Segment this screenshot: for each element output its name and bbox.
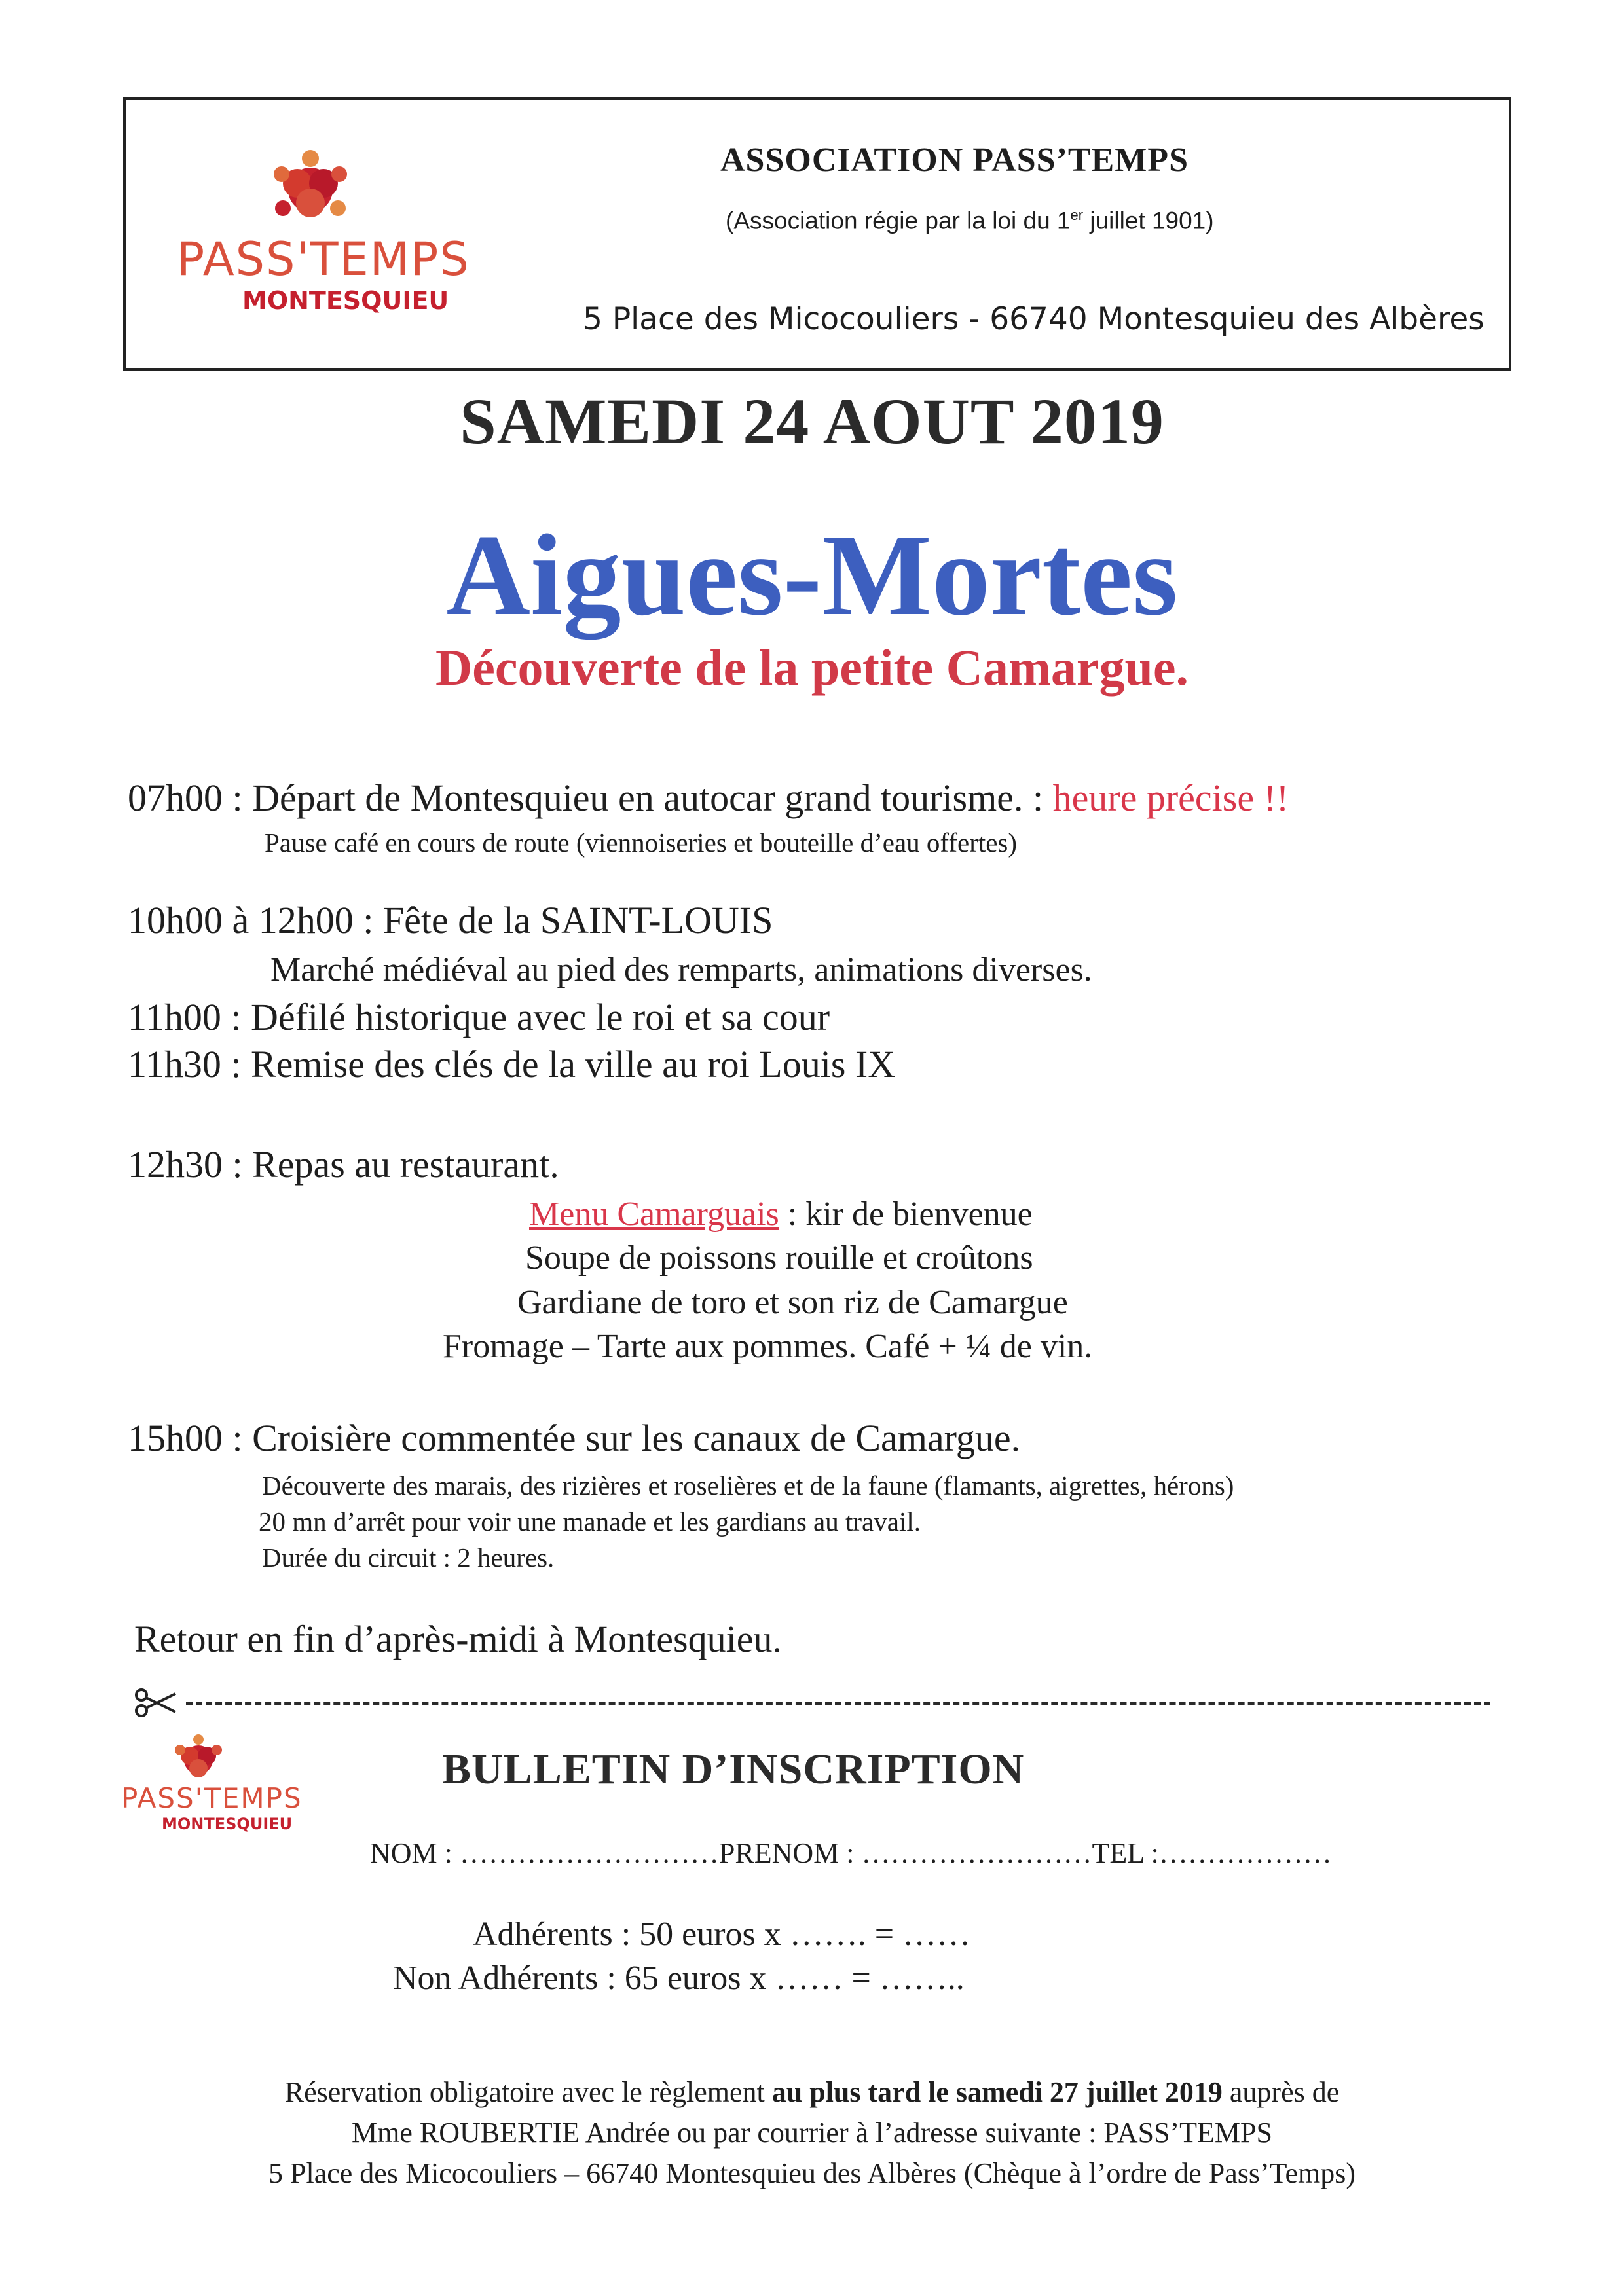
bulletin-logo-emblem-icon	[121, 1728, 318, 1787]
association-name: ASSOCIATION PASS’TEMPS	[720, 141, 1189, 179]
footer-line-2: Mme ROUBERTIE Andrée ou par courrier à l’adresse suivante : PASS’TEMPS	[352, 2117, 1272, 2149]
bulletin-fields: NOM : ………………………PRENOM : ……………………TEL :………………	[370, 1837, 1332, 1869]
program-cruise: 15h00 : Croisière commentée sur les canaux de Camargue.	[128, 1417, 1021, 1459]
program-meal: 12h30 : Repas au restaurant.	[128, 1143, 559, 1186]
bulletin-title: BULLETIN D’INSCRIPTION	[442, 1745, 1025, 1793]
event-date: SAMEDI 24 AOUT 2019	[460, 385, 1164, 458]
reservation-footer	[0, 2072, 1624, 2194]
program-market: Marché médiéval au pied des remparts, animations diverses.	[270, 951, 1092, 989]
program-fete: 10h00 à 12h00 : Fête de la SAINT-LOUIS	[128, 899, 773, 941]
association-logo	[172, 147, 486, 318]
menu-soup: Soupe de poissons rouille et croûtons	[525, 1239, 1033, 1277]
association-regime: (Association régie par la loi du 1er juillet 1901)	[726, 207, 1214, 234]
menu-main: Gardiane de toro et son riz de Camargue	[517, 1284, 1068, 1321]
program-keys: 11h30 : Remise des clés de la ville au roi Louis IX	[128, 1043, 896, 1085]
program-parade: 11h00 : Défilé historique avec le roi et sa cour	[128, 996, 830, 1038]
cruise-detail-1: Découverte des marais, des rizières et roselières et de la faune (flamants, aigrettes, hérons)	[262, 1470, 1234, 1501]
association-address: 5 Place des Micocouliers - 66740 Montesquieu des Albères	[583, 301, 1485, 337]
bulletin-logo-wordmark: PASS'TEMPS	[121, 1782, 303, 1814]
footer-line-3: 5 Place des Micocouliers – 66740 Montesquieu des Albères (Chèque à l’ordre de Pass’Temps)	[268, 2157, 1356, 2189]
cut-dash-line	[186, 1702, 1490, 1705]
cruise-detail-2: 20 mn d’arrêt pour voir une manade et les gardians au travail.	[259, 1506, 921, 1537]
program-coffee: Pause café en cours de route (viennoiseries et bouteille d’eau offertes)	[265, 828, 1018, 858]
footer-line-1: Réservation obligatoire avec le règlement au plus tard le samedi 27 juillet 2019 auprès de	[284, 2076, 1340, 2108]
departure-note: heure précise !!	[1052, 776, 1289, 819]
logo-subtitle: MONTESQUIEU	[242, 286, 449, 315]
bulletin-logo	[121, 1728, 318, 1846]
scissors-icon	[135, 1686, 181, 1719]
event-place: Aigues-Mortes	[446, 510, 1178, 640]
program-return: Retour en fin d’après-midi à Montesquieu.	[134, 1618, 782, 1660]
cruise-detail-3: Durée du circuit : 2 heures.	[262, 1542, 555, 1573]
bulletin-logo-subtitle: MONTESQUIEU	[162, 1815, 293, 1833]
logo-wordmark: PASS'TEMPS	[177, 232, 470, 286]
non-members-price: Non Adhérents : 65 euros x …… = ……..	[393, 1959, 965, 1997]
menu-first: Menu Camarguais : kir de bienvenue	[529, 1195, 1033, 1233]
event-subtitle: Découverte de la petite Camargue.	[435, 639, 1189, 696]
program-departure: 07h00 : Départ de Montesquieu en autocar grand tourisme. : heure précise !!	[128, 776, 1289, 819]
cut-line	[135, 1686, 1490, 1719]
logo-emblem-icon	[172, 147, 486, 232]
members-price: Adhérents : 50 euros x ……. = ……	[473, 1916, 971, 1953]
menu-label: Menu Camarguais	[529, 1195, 779, 1233]
menu-dessert: Fromage – Tarte aux pommes. Café + ¼ de vin.	[443, 1328, 1093, 1365]
